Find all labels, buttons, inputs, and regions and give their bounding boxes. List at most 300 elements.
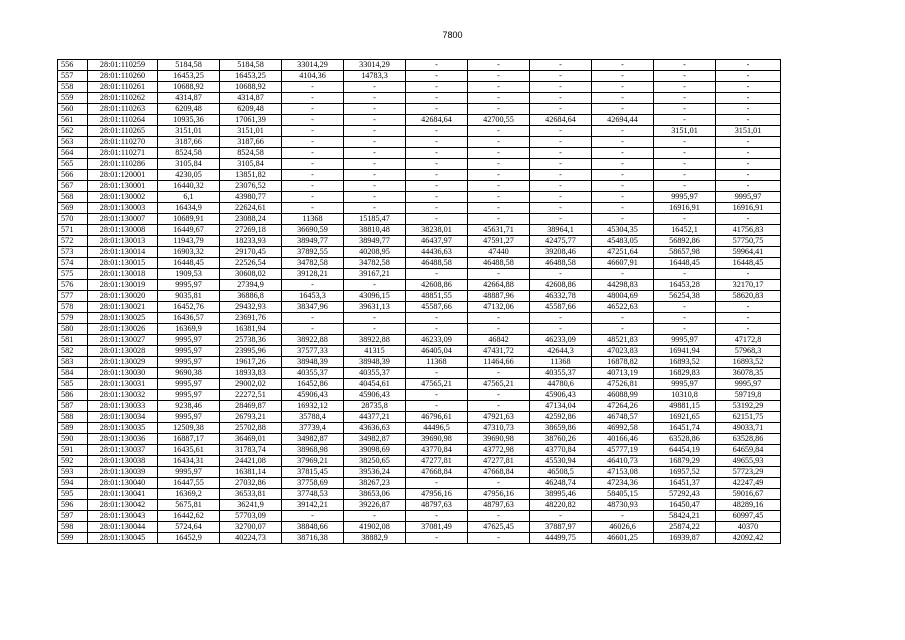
table-cell: 38995,46	[530, 489, 592, 500]
table-cell: 22526,54	[220, 258, 282, 269]
table-cell: -	[344, 181, 406, 192]
table-cell: 40166,46	[592, 434, 654, 445]
table-cell: -	[716, 324, 781, 335]
table-cell: 23691,76	[220, 313, 282, 324]
table-cell: 5184,58	[220, 60, 282, 71]
table-cell: -	[592, 93, 654, 104]
table-cell: -	[654, 93, 716, 104]
table-cell: 16448,45	[158, 258, 220, 269]
table-cell: 15185,47	[344, 214, 406, 225]
table-cell: 577	[58, 291, 88, 302]
table-cell: 64454,19	[654, 445, 716, 456]
table-cell: 34982,87	[344, 434, 406, 445]
table-cell: 575	[58, 269, 88, 280]
table-row	[58, 115, 781, 126]
table-cell: 58424,21	[654, 511, 716, 522]
table-cell: 47956,16	[406, 489, 468, 500]
table-cell: 23088,24	[220, 214, 282, 225]
table-row	[58, 324, 781, 335]
table-cell: 28:01:130042	[88, 500, 158, 511]
table-cell: 27269,18	[220, 225, 282, 236]
table-cell: 10689,91	[158, 214, 220, 225]
table-cell: -	[406, 137, 468, 148]
table-cell: 39128,21	[282, 269, 344, 280]
table-cell: 9995,97	[716, 379, 781, 390]
table-cell: 40454,61	[344, 379, 406, 390]
table-cell: 46088,99	[592, 390, 654, 401]
table-cell: 36886,8	[220, 291, 282, 302]
table-cell: 40713,19	[592, 368, 654, 379]
table-cell: 3151,01	[716, 126, 781, 137]
table-cell: 16453,25	[158, 71, 220, 82]
table-cell: 28:01:130032	[88, 390, 158, 401]
table-cell: 22624,61	[220, 203, 282, 214]
table-cell: 45530,94	[530, 456, 592, 467]
table-cell: 47251,64	[592, 247, 654, 258]
table-row	[58, 181, 781, 192]
table-cell: 38922,88	[282, 335, 344, 346]
table-cell: 38922,88	[344, 335, 406, 346]
table-cell: 591	[58, 445, 88, 456]
table-cell: 38250,65	[344, 456, 406, 467]
table-cell: 44298,83	[592, 280, 654, 291]
table-cell: 46332,78	[530, 291, 592, 302]
table-cell: 48521,83	[592, 335, 654, 346]
table-cell: -	[468, 71, 530, 82]
table-row	[58, 148, 781, 159]
table-cell: 46522,63	[592, 302, 654, 313]
table-cell: 63528,86	[716, 434, 781, 445]
table-cell: 49655,93	[716, 456, 781, 467]
table-cell: 47277,81	[468, 456, 530, 467]
table-cell: 38267,23	[344, 478, 406, 489]
table-cell: 45631,71	[468, 225, 530, 236]
table-cell: 10688,92	[220, 82, 282, 93]
table-cell: 48851,55	[406, 291, 468, 302]
table-cell: 16452,86	[282, 379, 344, 390]
table-cell: 34782,58	[344, 258, 406, 269]
table-cell: 565	[58, 159, 88, 170]
table-cell: 42608,86	[406, 280, 468, 291]
table-cell: -	[344, 324, 406, 335]
table-cell: 48797,63	[406, 500, 468, 511]
table-cell: 578	[58, 302, 88, 313]
table-cell: -	[530, 104, 592, 115]
table-cell: 23995,96	[220, 346, 282, 357]
table-cell: -	[468, 82, 530, 93]
table-cell: 28:01:130001	[88, 181, 158, 192]
table-cell: 589	[58, 423, 88, 434]
table-cell: 42684,64	[530, 115, 592, 126]
table-cell: 45483,05	[592, 236, 654, 247]
table-cell: 9238,46	[158, 401, 220, 412]
table-cell: 38716,38	[282, 533, 344, 544]
table-cell: 16381,94	[220, 324, 282, 335]
table-cell: 595	[58, 489, 88, 500]
table-cell: 28:01:130040	[88, 478, 158, 489]
table-cell: -	[282, 511, 344, 522]
table-cell: 28:01:110263	[88, 104, 158, 115]
table-cell: -	[282, 181, 344, 192]
table-cell: 46488,58	[468, 258, 530, 269]
table-row	[58, 368, 781, 379]
table-cell: -	[530, 60, 592, 71]
table-cell: 38848,66	[282, 522, 344, 533]
table-cell: -	[716, 115, 781, 126]
table-cell: 587	[58, 401, 88, 412]
table-cell: 28469,87	[220, 401, 282, 412]
table-cell: 11368	[282, 214, 344, 225]
table-cell: -	[344, 170, 406, 181]
table-cell: 28:01:130021	[88, 302, 158, 313]
table-cell: 28:01:130041	[88, 489, 158, 500]
table-cell: 1909,53	[158, 269, 220, 280]
table-cell: -	[530, 203, 592, 214]
table-cell: -	[344, 280, 406, 291]
table-cell: 39208,46	[530, 247, 592, 258]
table-cell: -	[468, 181, 530, 192]
table-cell: 16442,62	[158, 511, 220, 522]
table-cell: 45587,66	[530, 302, 592, 313]
table-cell: 598	[58, 522, 88, 533]
table-cell: 45906,43	[344, 390, 406, 401]
table-cell: 47132,06	[468, 302, 530, 313]
table-cell: 42608,86	[530, 280, 592, 291]
table-cell: 16893,52	[654, 357, 716, 368]
table-cell: -	[654, 115, 716, 126]
table-cell: 36241,9	[220, 500, 282, 511]
table-cell: 18233,93	[220, 236, 282, 247]
table-cell: 24421,08	[220, 456, 282, 467]
table-cell: 39142,21	[282, 500, 344, 511]
table-cell: 16957,52	[654, 467, 716, 478]
table-cell: 567	[58, 181, 88, 192]
table-cell: 28:01:110286	[88, 159, 158, 170]
table-cell: 599	[58, 533, 88, 544]
table-cell: 33014,29	[282, 60, 344, 71]
table-cell: 28:01:130031	[88, 379, 158, 390]
table-cell: -	[716, 60, 781, 71]
table-cell: 43980,77	[220, 192, 282, 203]
table-cell: -	[344, 104, 406, 115]
table-cell: 46026,6	[592, 522, 654, 533]
table-cell: 8524,58	[220, 148, 282, 159]
table-cell: 28:01:130035	[88, 423, 158, 434]
table-cell: 590	[58, 434, 88, 445]
table-cell: -	[716, 104, 781, 115]
table-cell: 38949,77	[282, 236, 344, 247]
table-cell: 37969,21	[282, 456, 344, 467]
table-cell: -	[716, 214, 781, 225]
table-cell: -	[468, 511, 530, 522]
table-cell: -	[654, 302, 716, 313]
table-cell: 28:01:130026	[88, 324, 158, 335]
table-cell: -	[468, 159, 530, 170]
table-cell: 42664,88	[468, 280, 530, 291]
table-cell: 38238,01	[406, 225, 468, 236]
table-cell: 569	[58, 203, 88, 214]
table-cell: 9995,97	[158, 467, 220, 478]
table-cell: 16451,37	[654, 478, 716, 489]
table-cell: -	[406, 159, 468, 170]
table-cell: 38882,9	[344, 533, 406, 544]
table-cell: 36078,35	[716, 368, 781, 379]
table-row	[58, 478, 781, 489]
table-cell: 16452,1	[654, 225, 716, 236]
table-cell: 28:01:130043	[88, 511, 158, 522]
table-cell: -	[282, 324, 344, 335]
table-cell: -	[344, 126, 406, 137]
table-cell: 37892,55	[282, 247, 344, 258]
table-cell: 585	[58, 379, 88, 390]
table-cell: 25702,88	[220, 423, 282, 434]
table-cell: 43772,98	[468, 445, 530, 456]
table-cell: -	[654, 148, 716, 159]
table-cell: -	[468, 148, 530, 159]
table-row	[58, 445, 781, 456]
table-row	[58, 71, 781, 82]
table-cell: 3151,01	[158, 126, 220, 137]
table-cell: -	[530, 269, 592, 280]
table-cell: 28:01:130034	[88, 412, 158, 423]
table-row	[58, 247, 781, 258]
table-cell: -	[344, 137, 406, 148]
table-cell: 38760,26	[530, 434, 592, 445]
table-cell: -	[468, 478, 530, 489]
table-cell: 5184,58	[158, 60, 220, 71]
table-cell: 28:01:110259	[88, 60, 158, 71]
table-cell: 557	[58, 71, 88, 82]
table-cell: 28:01:130013	[88, 236, 158, 247]
table-cell: 584	[58, 368, 88, 379]
table-cell: -	[406, 71, 468, 82]
table-cell: -	[592, 148, 654, 159]
table-cell: -	[716, 269, 781, 280]
table-cell: 28:01:110270	[88, 137, 158, 148]
table-cell: 40370	[716, 522, 781, 533]
table-cell: 28:01:110271	[88, 148, 158, 159]
table-cell: 3151,01	[220, 126, 282, 137]
table-cell: -	[592, 203, 654, 214]
table-cell: 25738,36	[220, 335, 282, 346]
table-cell: 16448,45	[716, 258, 781, 269]
table-cell: 27032,86	[220, 478, 282, 489]
table-cell: 43636,63	[344, 423, 406, 434]
table-row	[58, 280, 781, 291]
table-cell: 36690,59	[282, 225, 344, 236]
table-cell: 28:01:110265	[88, 126, 158, 137]
table-cell: 556	[58, 60, 88, 71]
table-cell: 28:01:130018	[88, 269, 158, 280]
table-cell: 37887,97	[530, 522, 592, 533]
table-cell: 10310,8	[654, 390, 716, 401]
table-cell: 4230,05	[158, 170, 220, 181]
table-cell: 38948,39	[282, 357, 344, 368]
table-cell: 596	[58, 500, 88, 511]
table-cell: 37748,53	[282, 489, 344, 500]
table-cell: 48289,16	[716, 500, 781, 511]
table-cell: -	[406, 324, 468, 335]
table-cell: 48730,93	[592, 500, 654, 511]
table-cell: -	[530, 214, 592, 225]
table-cell: 31783,74	[220, 445, 282, 456]
table-cell: 40355,37	[344, 368, 406, 379]
table-cell: -	[406, 104, 468, 115]
table-cell: 35788,4	[282, 412, 344, 423]
table-cell: 37739,4	[282, 423, 344, 434]
table-cell: 46248,74	[530, 478, 592, 489]
table-cell: 59719,8	[716, 390, 781, 401]
table-cell: 46992,58	[592, 423, 654, 434]
table-cell: -	[406, 192, 468, 203]
table-cell: 47956,16	[468, 489, 530, 500]
table-cell: 9995,97	[158, 357, 220, 368]
table-cell: 10688,92	[158, 82, 220, 93]
table-cell: 16916,91	[716, 203, 781, 214]
table-cell: 48887,96	[468, 291, 530, 302]
table-cell: 37815,45	[282, 467, 344, 478]
table-cell: -	[530, 159, 592, 170]
table-cell: 46508,5	[530, 467, 592, 478]
table-cell: 16369,9	[158, 324, 220, 335]
table-cell: 36469,01	[220, 434, 282, 445]
table-row	[58, 203, 781, 214]
table-row	[58, 434, 781, 445]
table-cell: 16452,9	[158, 533, 220, 544]
table-cell: -	[344, 203, 406, 214]
table-cell: -	[282, 280, 344, 291]
table-cell: -	[282, 82, 344, 93]
table-cell: -	[344, 115, 406, 126]
table-cell: 46405,04	[406, 346, 468, 357]
table-cell: 16932,12	[282, 401, 344, 412]
table-cell: 16434,31	[158, 456, 220, 467]
table-cell: 581	[58, 335, 88, 346]
table-cell: 16451,74	[654, 423, 716, 434]
table-cell: 28:01:130003	[88, 203, 158, 214]
table-cell: 47277,81	[406, 456, 468, 467]
table-cell: 3187,66	[220, 137, 282, 148]
table-cell: 573	[58, 247, 88, 258]
table-cell: -	[468, 137, 530, 148]
table-cell: 16916,91	[654, 203, 716, 214]
table-cell: 4314,87	[220, 93, 282, 104]
table-cell: 16829,83	[654, 368, 716, 379]
table-cell: 28:01:130038	[88, 456, 158, 467]
table-cell: 29002,02	[220, 379, 282, 390]
table-cell: -	[406, 148, 468, 159]
table-cell: 9995,97	[158, 412, 220, 423]
table-cell: 5675,81	[158, 500, 220, 511]
table-cell: 28:01:120001	[88, 170, 158, 181]
table-cell: -	[716, 137, 781, 148]
table-cell: -	[716, 302, 781, 313]
table-cell: -	[282, 203, 344, 214]
table-row	[58, 511, 781, 522]
table-cell: -	[282, 137, 344, 148]
table-cell: -	[592, 192, 654, 203]
table-row	[58, 467, 781, 478]
table-cell: 39167,21	[344, 269, 406, 280]
table-cell: 13851,82	[220, 170, 282, 181]
table-cell: -	[282, 170, 344, 181]
table-cell: -	[468, 60, 530, 71]
table-cell: 28:01:130045	[88, 533, 158, 544]
table-row	[58, 357, 781, 368]
table-cell: -	[406, 478, 468, 489]
table-cell: -	[344, 82, 406, 93]
table-cell: 564	[58, 148, 88, 159]
table-cell: 41902,08	[344, 522, 406, 533]
table-cell: -	[282, 93, 344, 104]
table-cell: 46842	[468, 335, 530, 346]
table-cell: 9995,97	[654, 192, 716, 203]
table-cell: 57750,75	[716, 236, 781, 247]
table-cell: 560	[58, 104, 88, 115]
table-cell: 47668,84	[468, 467, 530, 478]
table-row	[58, 489, 781, 500]
table-cell: 28:01:130007	[88, 214, 158, 225]
table-cell: 42092,42	[716, 533, 781, 544]
table-cell: -	[468, 390, 530, 401]
table-cell: 588	[58, 412, 88, 423]
table-cell: 570	[58, 214, 88, 225]
table-cell: -	[530, 181, 592, 192]
table-cell: 16941,94	[654, 346, 716, 357]
table-cell: 9995,97	[158, 390, 220, 401]
table-cell: 39690,98	[406, 434, 468, 445]
table-cell: 9995,97	[716, 192, 781, 203]
table-cell: 56254,38	[654, 291, 716, 302]
table-cell: -	[654, 313, 716, 324]
table-row	[58, 236, 781, 247]
table-cell: -	[406, 214, 468, 225]
table-cell: 38659,86	[530, 423, 592, 434]
table-cell: 47153,08	[592, 467, 654, 478]
table-cell: 38810,48	[344, 225, 406, 236]
table-cell: 46607,91	[592, 258, 654, 269]
table-cell: -	[716, 181, 781, 192]
table-row	[58, 82, 781, 93]
table-cell: 16939,87	[654, 533, 716, 544]
table-cell: -	[654, 60, 716, 71]
table-row	[58, 401, 781, 412]
table-cell: 28:01:130033	[88, 401, 158, 412]
table-cell: -	[468, 170, 530, 181]
table-cell: 28:01:130029	[88, 357, 158, 368]
table-cell: 583	[58, 357, 88, 368]
table-cell: 34982,87	[282, 434, 344, 445]
table-row	[58, 104, 781, 115]
table-cell: 47023,83	[592, 346, 654, 357]
table-row	[58, 500, 781, 511]
table-cell: 47172,8	[716, 335, 781, 346]
table-cell: 9035,81	[158, 291, 220, 302]
table-cell: 28:01:130014	[88, 247, 158, 258]
table-cell: -	[654, 137, 716, 148]
table-cell: 19617,26	[220, 357, 282, 368]
table-cell: 45587,66	[406, 302, 468, 313]
table-cell: 45906,43	[530, 390, 592, 401]
table-cell: -	[468, 324, 530, 335]
table-cell: -	[468, 401, 530, 412]
table-cell: 38968,98	[282, 445, 344, 456]
table-cell: 40355,37	[282, 368, 344, 379]
table-cell: 6209,48	[220, 104, 282, 115]
table-cell: -	[530, 511, 592, 522]
table-cell: 28:01:130044	[88, 522, 158, 533]
table-cell: 16447,55	[158, 478, 220, 489]
